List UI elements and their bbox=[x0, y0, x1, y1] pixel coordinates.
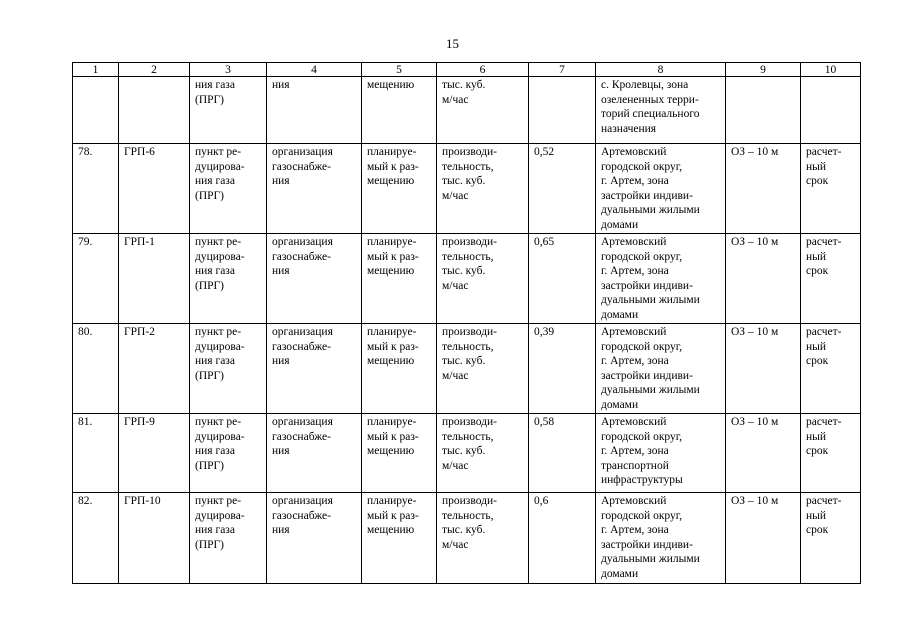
table-cell bbox=[801, 77, 861, 144]
purpose-cell: организация газоснабже- ния bbox=[267, 493, 362, 584]
capacity-value-cell: 0,65 bbox=[529, 234, 596, 324]
row-number-cell: 79. bbox=[73, 234, 119, 324]
table-cell: с. Кролевцы, зона озелененных терри- торий специального назначения bbox=[596, 77, 726, 144]
characteristic-cell: производи- тельность, тыс. куб. м/час bbox=[437, 493, 529, 584]
capacity-value-cell: 0,52 bbox=[529, 144, 596, 234]
table-cell bbox=[529, 77, 596, 144]
column-number-cell: 3 bbox=[190, 63, 267, 77]
column-number-cell: 7 bbox=[529, 63, 596, 77]
object-type-cell: пункт ре- дуцирова- ния газа (ПРГ) bbox=[190, 234, 267, 324]
location-cell: Артемовский городской округ, г. Артем, зона застройки индиви- дуальными жилыми домами bbox=[596, 493, 726, 584]
location-cell: Артемовский городской округ, г. Артем, зона застройки индиви- дуальными жилыми домами bbox=[596, 144, 726, 234]
row-number-cell: 78. bbox=[73, 144, 119, 234]
table-row bbox=[73, 324, 861, 414]
term-cell: расчет- ный срок bbox=[801, 144, 861, 234]
term-cell: расчет- ный срок bbox=[801, 234, 861, 324]
data-table bbox=[72, 62, 861, 584]
location-cell: Артемовский городской округ, г. Артем, зона застройки индиви- дуальными жилыми домами bbox=[596, 324, 726, 414]
capacity-value-cell: 0,6 bbox=[529, 493, 596, 584]
table-cell: тыс. куб. м/час bbox=[437, 77, 529, 144]
capacity-value-cell: 0,58 bbox=[529, 414, 596, 493]
table-cell: ния bbox=[267, 77, 362, 144]
designation-cell: ГРП-9 bbox=[119, 414, 190, 493]
characteristic-cell: производи- тельность, тыс. куб. м/час bbox=[437, 414, 529, 493]
characteristic-cell: производи- тельность, тыс. куб. м/час bbox=[437, 144, 529, 234]
table-cell bbox=[726, 77, 801, 144]
status-cell: планируе- мый к раз- мещению bbox=[362, 144, 437, 234]
row-number-cell: 80. bbox=[73, 324, 119, 414]
column-number-cell: 5 bbox=[362, 63, 437, 77]
zone-cell: ОЗ – 10 м bbox=[726, 234, 801, 324]
location-cell: Артемовский городской округ, г. Артем, зона застройки индиви- дуальными жилыми домами bbox=[596, 234, 726, 324]
table-row bbox=[73, 493, 861, 584]
column-number-cell: 8 bbox=[596, 63, 726, 77]
continuation-row bbox=[73, 77, 861, 144]
characteristic-cell: производи- тельность, тыс. куб. м/час bbox=[437, 234, 529, 324]
term-cell: расчет- ный срок bbox=[801, 414, 861, 493]
designation-cell: ГРП-10 bbox=[119, 493, 190, 584]
column-number-cell: 10 bbox=[801, 63, 861, 77]
table-cell: мещению bbox=[362, 77, 437, 144]
table-row bbox=[73, 414, 861, 493]
object-type-cell: пункт ре- дуцирова- ния газа (ПРГ) bbox=[190, 414, 267, 493]
status-cell: планируе- мый к раз- мещению bbox=[362, 493, 437, 584]
column-number-row bbox=[73, 63, 861, 77]
column-number-cell: 4 bbox=[267, 63, 362, 77]
designation-cell: ГРП-2 bbox=[119, 324, 190, 414]
row-number-cell: 81. bbox=[73, 414, 119, 493]
zone-cell: ОЗ – 10 м bbox=[726, 414, 801, 493]
table-cell bbox=[119, 77, 190, 144]
characteristic-cell: производи- тельность, тыс. куб. м/час bbox=[437, 324, 529, 414]
object-type-cell: пункт ре- дуцирова- ния газа (ПРГ) bbox=[190, 324, 267, 414]
term-cell: расчет- ный срок bbox=[801, 324, 861, 414]
purpose-cell: организация газоснабже- ния bbox=[267, 414, 362, 493]
status-cell: планируе- мый к раз- мещению bbox=[362, 234, 437, 324]
zone-cell: ОЗ – 10 м bbox=[726, 493, 801, 584]
row-number-cell: 82. bbox=[73, 493, 119, 584]
designation-cell: ГРП-1 bbox=[119, 234, 190, 324]
object-type-cell: пункт ре- дуцирова- ния газа (ПРГ) bbox=[190, 144, 267, 234]
column-number-cell: 2 bbox=[119, 63, 190, 77]
status-cell: планируе- мый к раз- мещению bbox=[362, 324, 437, 414]
capacity-value-cell: 0,39 bbox=[529, 324, 596, 414]
page-number: 15 bbox=[446, 36, 459, 51]
table-cell bbox=[73, 77, 119, 144]
purpose-cell: организация газоснабже- ния bbox=[267, 234, 362, 324]
table-row bbox=[73, 144, 861, 234]
table-row bbox=[73, 234, 861, 324]
status-cell: планируе- мый к раз- мещению bbox=[362, 414, 437, 493]
column-number-cell: 6 bbox=[437, 63, 529, 77]
table-cell: ния газа (ПРГ) bbox=[190, 77, 267, 144]
purpose-cell: организация газоснабже- ния bbox=[267, 324, 362, 414]
column-number-cell: 1 bbox=[73, 63, 119, 77]
column-number-cell: 9 bbox=[726, 63, 801, 77]
zone-cell: ОЗ – 10 м bbox=[726, 144, 801, 234]
designation-cell: ГРП-6 bbox=[119, 144, 190, 234]
location-cell: Артемовский городской округ, г. Артем, зона транспортной инфраструктуры bbox=[596, 414, 726, 493]
term-cell: расчет- ный срок bbox=[801, 493, 861, 584]
object-type-cell: пункт ре- дуцирова- ния газа (ПРГ) bbox=[190, 493, 267, 584]
purpose-cell: организация газоснабже- ния bbox=[267, 144, 362, 234]
zone-cell: ОЗ – 10 м bbox=[726, 324, 801, 414]
